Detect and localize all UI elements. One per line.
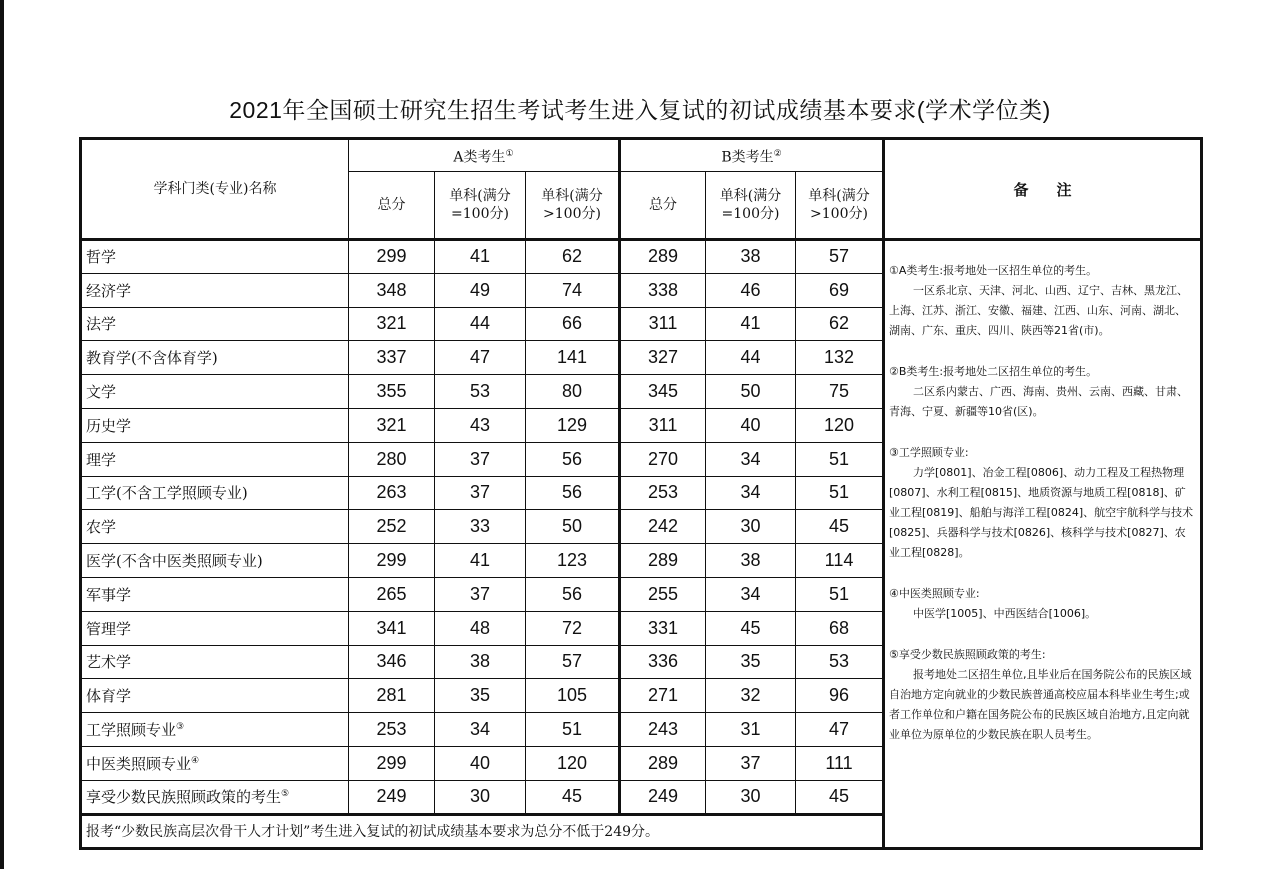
b-single-100-score: 30 <box>706 780 796 814</box>
a-single-gt100-score: 105 <box>526 679 620 713</box>
a-total-score: 252 <box>349 510 435 544</box>
b-single-100-score: 38 <box>706 544 796 578</box>
b-single-100-score: 35 <box>706 645 796 679</box>
a-single-100-score: 37 <box>435 442 526 476</box>
table-row <box>81 240 1202 274</box>
b-single-gt100-score: 57 <box>796 240 884 274</box>
subject-name <box>81 408 349 442</box>
b-single-100-score: 50 <box>706 375 796 409</box>
a-total-score: 265 <box>349 577 435 611</box>
note-body: 力学[0801]、冶金工程[0806]、动力工程及工程热物理[0807]、水利工程[0815]、地质资源与地质工程[0818]、矿业工程[0819]、船舶与海洋工程[0824]、航空宇航科学与技术[0825]、兵器科学与技术[0826]、核科学与技术[0827]、农业工程[0828]。 <box>889 466 1194 559</box>
note-block <box>889 261 1194 341</box>
subject-name <box>81 307 349 341</box>
b-single-100-header: 单科(满分 =100分) <box>706 172 796 240</box>
subject-name <box>81 442 349 476</box>
a-single-100-score: 35 <box>435 679 526 713</box>
a-total-score: 263 <box>349 476 435 510</box>
note-head: ④中医类照顾专业: <box>889 587 980 600</box>
a-single-100-score: 44 <box>435 307 526 341</box>
a-total-score: 337 <box>349 341 435 375</box>
b-single-100-score: 44 <box>706 341 796 375</box>
subject-name <box>81 577 349 611</box>
subject-name <box>81 645 349 679</box>
subject-name <box>81 713 349 747</box>
a-single-gt100-header: 单科(满分 >100分) <box>526 172 620 240</box>
a-total-score: 346 <box>349 645 435 679</box>
b-single-gt100-score: 132 <box>796 341 884 375</box>
b-total-score: 338 <box>620 273 706 307</box>
score-table <box>79 137 1203 850</box>
subject-label: 理学 <box>86 450 117 469</box>
b-single-gt100-score: 51 <box>796 442 884 476</box>
b-single-100-score: 32 <box>706 679 796 713</box>
b-single-gt100-score: 120 <box>796 408 884 442</box>
note-head: ①A类考生:报考地处一区招生单位的考生。 <box>889 264 1098 277</box>
a-total-header: 总分 <box>349 172 435 240</box>
subject-label: 体育学 <box>86 687 132 706</box>
b-single-100-score: 40 <box>706 408 796 442</box>
subject-label: 文学 <box>86 383 117 402</box>
subject-label: 医学(不含中医类照顾专业) <box>86 552 263 571</box>
notes-header: 备注 <box>884 139 1202 240</box>
a-single-gt100-score: 66 <box>526 307 620 341</box>
a-single-gt100-score: 74 <box>526 273 620 307</box>
note-block <box>889 584 1194 624</box>
b-single-100-score: 38 <box>706 240 796 274</box>
b-single-100-score: 34 <box>706 442 796 476</box>
a-single-100-score: 41 <box>435 544 526 578</box>
b-single-gt100-score: 62 <box>796 307 884 341</box>
subject-name <box>81 510 349 544</box>
a-single-100-score: 30 <box>435 780 526 814</box>
a-single-gt100-score: 57 <box>526 645 620 679</box>
b-single-100-score: 46 <box>706 273 796 307</box>
a-single-gt100-score: 72 <box>526 611 620 645</box>
a-single-100-score: 41 <box>435 240 526 274</box>
a-total-score: 355 <box>349 375 435 409</box>
b-single-gt100-header: 单科(满分 >100分) <box>796 172 884 240</box>
b-single-gt100-score: 68 <box>796 611 884 645</box>
b-total-score: 243 <box>620 713 706 747</box>
footnote-mark: ④ <box>191 755 200 766</box>
a-single-100-score: 48 <box>435 611 526 645</box>
a-total-score: 281 <box>349 679 435 713</box>
subject-name <box>81 780 349 814</box>
a-single-100-score: 37 <box>435 476 526 510</box>
note-body: 二区系内蒙古、广西、海南、贵州、云南、西藏、甘肃、青海、宁夏、新疆等10省(区)。 <box>889 385 1188 418</box>
b-single-gt100-score: 114 <box>796 544 884 578</box>
a-single-100-score: 53 <box>435 375 526 409</box>
b-total-score: 331 <box>620 611 706 645</box>
notes-cell <box>884 240 1202 849</box>
a-single-gt100-score: 80 <box>526 375 620 409</box>
notes-body <box>885 241 1200 745</box>
b-single-gt100-score: 51 <box>796 577 884 611</box>
b-total-score: 311 <box>620 408 706 442</box>
a-total-score: 299 <box>349 544 435 578</box>
a-total-score: 253 <box>349 713 435 747</box>
a-total-score: 299 <box>349 746 435 780</box>
b-total-score: 327 <box>620 341 706 375</box>
a-single-gt100-score: 50 <box>526 510 620 544</box>
b-single-gt100-score: 111 <box>796 746 884 780</box>
a-single-gt100-score: 56 <box>526 476 620 510</box>
b-single-100-score: 41 <box>706 307 796 341</box>
note-body: 报考地处二区招生单位,且毕业后在国务院公布的民族区域自治地方定向就业的少数民族普通高校应届本科毕业生考生;或者工作单位和户籍在国务院公布的民族区域自治地方,且定向就业单位为原单位的少数民族在职人员考生。 <box>889 668 1192 741</box>
b-single-100-score: 34 <box>706 577 796 611</box>
a-total-score: 348 <box>349 273 435 307</box>
left-edge-bar <box>0 0 4 869</box>
b-single-100-score: 34 <box>706 476 796 510</box>
note-block <box>889 645 1194 745</box>
a-single-100-score: 49 <box>435 273 526 307</box>
subject-label: 经济学 <box>86 281 132 300</box>
a-total-score: 321 <box>349 307 435 341</box>
note-body: 中医学[1005]、中西医结合[1006]。 <box>913 607 1097 620</box>
b-total-score: 249 <box>620 780 706 814</box>
b-single-gt100-score: 75 <box>796 375 884 409</box>
b-single-100-score: 37 <box>706 746 796 780</box>
b-total-score: 271 <box>620 679 706 713</box>
b-total-score: 253 <box>620 476 706 510</box>
subject-name <box>81 476 349 510</box>
subject-name <box>81 746 349 780</box>
a-total-score: 249 <box>349 780 435 814</box>
subject-label: 农学 <box>86 518 117 537</box>
note-head: ⑤享受少数民族照顾政策的考生: <box>889 648 1046 661</box>
footnote-mark: ③ <box>176 722 185 733</box>
footer-note: 报考“少数民族高层次骨干人才计划”考生进入复试的初试成绩基本要求为总分不低于249分。 <box>81 814 884 848</box>
b-single-gt100-score: 47 <box>796 713 884 747</box>
b-single-100-score: 45 <box>706 611 796 645</box>
b-total-header: 总分 <box>620 172 706 240</box>
subject-label: 中医类照顾专业 <box>86 754 192 773</box>
b-single-gt100-score: 45 <box>796 510 884 544</box>
a-single-gt100-score: 141 <box>526 341 620 375</box>
b-single-gt100-score: 69 <box>796 273 884 307</box>
a-single-gt100-score: 62 <box>526 240 620 274</box>
note-block <box>889 362 1194 422</box>
b-total-score: 289 <box>620 544 706 578</box>
a-single-100-score: 33 <box>435 510 526 544</box>
a-total-score: 341 <box>349 611 435 645</box>
a-single-gt100-score: 123 <box>526 544 620 578</box>
a-single-gt100-score: 120 <box>526 746 620 780</box>
subject-label: 工学(不含工学照顾专业) <box>86 484 248 503</box>
subject-label: 历史学 <box>86 416 132 435</box>
a-total-score: 280 <box>349 442 435 476</box>
subject-label: 工学照顾专业 <box>86 721 177 740</box>
subject-name <box>81 544 349 578</box>
b-total-score: 336 <box>620 645 706 679</box>
a-single-100-score: 47 <box>435 341 526 375</box>
b-total-score: 242 <box>620 510 706 544</box>
page-title: 2021年全国硕士研究生招生考试考生进入复试的初试成绩基本要求(学术学位类) <box>229 97 1051 123</box>
group-a-header: A类考生① <box>349 139 620 172</box>
b-single-gt100-score: 53 <box>796 645 884 679</box>
subject-header: 学科门类(专业)名称 <box>81 139 349 240</box>
b-total-score: 255 <box>620 577 706 611</box>
a-single-100-score: 43 <box>435 408 526 442</box>
a-total-score: 299 <box>349 240 435 274</box>
subject-label: 享受少数民族照顾政策的考生 <box>86 788 282 807</box>
subject-label: 军事学 <box>86 585 132 604</box>
subject-label: 法学 <box>86 315 117 334</box>
b-total-score: 289 <box>620 746 706 780</box>
note-body: 一区系北京、天津、河北、山西、辽宁、吉林、黑龙江、上海、江苏、浙江、安徽、福建、江西、山东、河南、湖北、湖南、广东、重庆、四川、陕西等21省(市)。 <box>889 284 1188 337</box>
b-single-100-score: 30 <box>706 510 796 544</box>
subject-label: 教育学(不含体育学) <box>86 349 218 368</box>
b-total-score: 311 <box>620 307 706 341</box>
b-total-score: 289 <box>620 240 706 274</box>
subject-name <box>81 341 349 375</box>
a-total-score: 321 <box>349 408 435 442</box>
subject-name <box>81 679 349 713</box>
a-single-gt100-score: 129 <box>526 408 620 442</box>
b-total-score: 270 <box>620 442 706 476</box>
a-single-100-score: 34 <box>435 713 526 747</box>
note-head: ③工学照顾专业: <box>889 446 969 459</box>
subject-name <box>81 273 349 307</box>
a-single-gt100-score: 56 <box>526 577 620 611</box>
group-b-header: B类考生② <box>620 139 884 172</box>
b-single-gt100-score: 45 <box>796 780 884 814</box>
a-single-gt100-score: 45 <box>526 780 620 814</box>
b-single-gt100-score: 51 <box>796 476 884 510</box>
note-block <box>889 443 1194 563</box>
subject-label: 管理学 <box>86 619 132 638</box>
b-total-score: 345 <box>620 375 706 409</box>
a-single-100-score: 38 <box>435 645 526 679</box>
footnote-mark: ⑤ <box>281 789 290 800</box>
subject-name <box>81 375 349 409</box>
a-single-100-header: 单科(满分 =100分) <box>435 172 526 240</box>
subject-name <box>81 611 349 645</box>
a-single-100-score: 37 <box>435 577 526 611</box>
a-single-gt100-score: 56 <box>526 442 620 476</box>
a-single-100-score: 40 <box>435 746 526 780</box>
subject-label: 艺术学 <box>86 653 132 672</box>
note-head: ②B类考生:报考地处二区招生单位的考生。 <box>889 365 1098 378</box>
subject-name <box>81 240 349 274</box>
a-single-gt100-score: 51 <box>526 713 620 747</box>
b-single-gt100-score: 96 <box>796 679 884 713</box>
subject-label: 哲学 <box>86 248 117 267</box>
b-single-100-score: 31 <box>706 713 796 747</box>
